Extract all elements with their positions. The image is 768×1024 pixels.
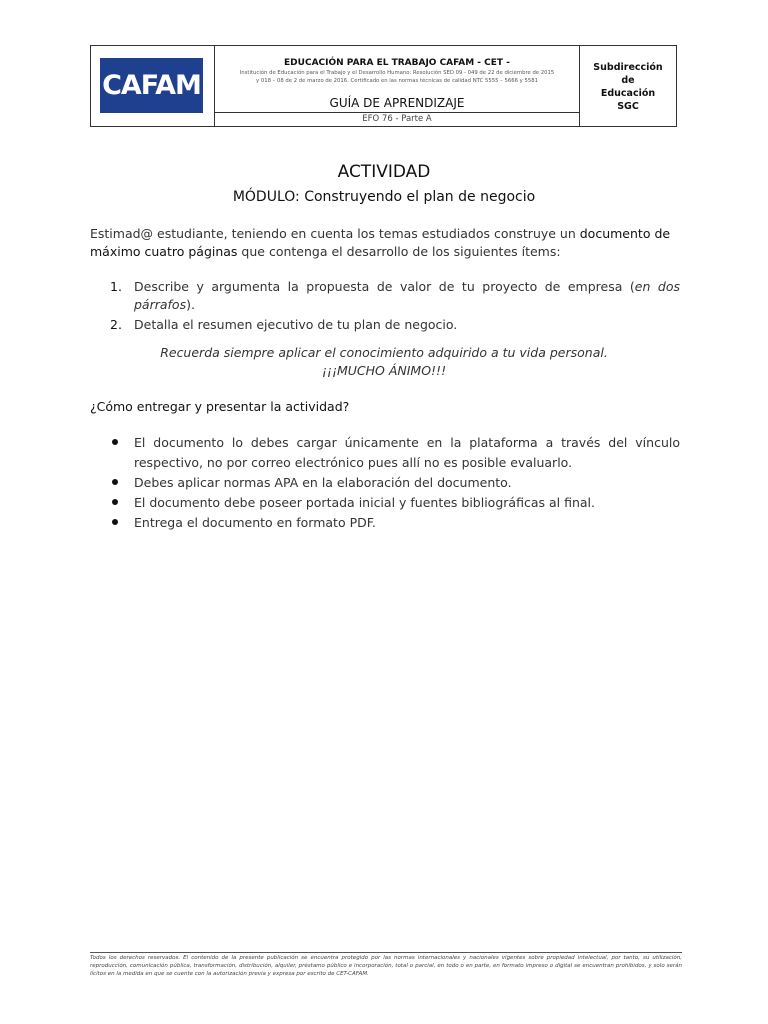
bullet-icon [112, 479, 118, 485]
document-header [90, 45, 677, 127]
bullet-icon [112, 439, 118, 445]
list-item: El documento debe poseer portada inicial y fuentes bibliográficas al final. [90, 493, 680, 513]
cafam-logo: CAFAM [100, 58, 203, 113]
module-subtitle: MÓDULO: Construyendo el plan de negocio [232, 189, 536, 205]
institution-description: Institución de Educación para el Trabajo y el Desarrollo Humano: Resolución SED 09 - 049 de 22 de diciembre de 2015 y 018 – 08 de 2 de marzo de 2016. Certificado en las normas técnicas de calidad NTC 5555 – 5666 y 5581 [239, 70, 555, 84]
bullet-icon [112, 499, 118, 505]
document-code: EFO 76 - Parte A [362, 114, 432, 124]
list-item: El documento lo debes cargar únicamente en la plataforma a través del vínculo respectivo, no por correo electrónico pues allí no es posible evaluarlo. [90, 433, 680, 473]
header-divider [215, 112, 579, 113]
subdirection-label: Subdirección de Educación SGC [593, 62, 663, 112]
delivery-bullet-list [90, 433, 680, 533]
logo-cell [91, 46, 215, 126]
list-item: Debes aplicar normas APA en la elaboración del documento. [90, 473, 680, 493]
guide-title: GUÍA DE APRENDIZAJE [329, 96, 465, 110]
delivery-section-title: ¿Cómo entregar y presentar la actividad? [90, 399, 350, 414]
header-center [215, 46, 580, 126]
reminder-text: Recuerda siempre aplicar el conocimiento adquirido a tu vida personal. ¡¡¡MUCHO ÁNIMO!!! [160, 345, 608, 378]
page-title: ACTIVIDAD [337, 162, 431, 182]
header-right [580, 46, 676, 126]
numbered-list [90, 278, 680, 336]
list-item: 1. Describe y argumenta la propuesta de valor de tu proyecto de empresa (en dos párrafos). [110, 279, 680, 312]
footer-divider [90, 952, 682, 953]
institution-title: EDUCACIÓN PARA EL TRABAJO CAFAM - CET - [284, 58, 510, 68]
list-item: Entrega el documento en formato PDF. [90, 513, 680, 533]
copyright-footer: Todos los derechos reservados. El contenido de la presente publicación se encuentra protegido por las normas internacionales y nacionales vigentes sobre propiedad intelectual, por tanto, su utilización, reproducción, comunicación pública, transformación, distribución, alquiler, préstamo público e incorporación, total o parcial, en todo o en parte, en formato impreso o digital se encuentran prohibidos, y solo serán lícitos en la medida en que se cuente con la autorización previa y expresa por escrito de CET-CAFAM. [90, 955, 682, 977]
list-item: 2. Detalla el resumen ejecutivo de tu plan de negocio. [110, 317, 458, 332]
intro-paragraph: Estimad@ estudiante, teniendo en cuenta los temas estudiados construye un documento de máximo cuatro páginas que contenga el desarrollo de los siguientes ítems: [90, 226, 671, 259]
intro-emphasis: documento de máximo cuatro páginas [90, 226, 671, 259]
bullet-icon [112, 519, 118, 525]
